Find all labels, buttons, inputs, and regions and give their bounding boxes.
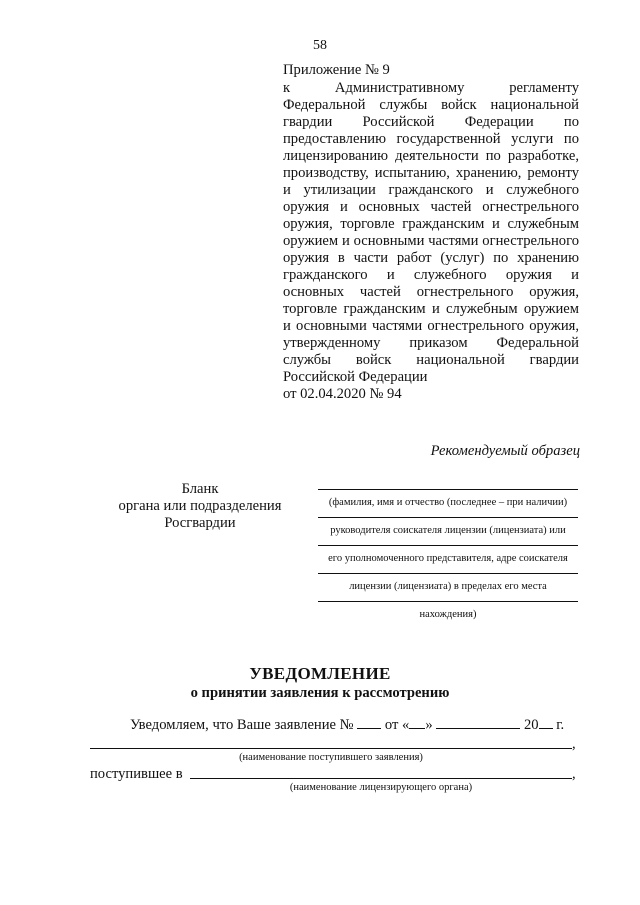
- notice-heading: [0, 664, 640, 702]
- notice-subtitle: о принятии заявления к рассмотрению: [190, 685, 450, 701]
- year-prefix: 20: [523, 717, 539, 733]
- year-field[interactable]: [539, 716, 553, 729]
- letterhead-line: органа или подразделения: [118, 498, 282, 514]
- notice-title: УВЕДОМЛЕНИЕ: [249, 664, 391, 683]
- recipient-input-line[interactable]: [318, 489, 578, 490]
- application-name-caption: (наименование поступившего заявления): [239, 752, 423, 763]
- recipient-fields: [318, 489, 578, 629]
- page-number: 58: [313, 38, 327, 53]
- comma: ,: [572, 766, 576, 782]
- recommended-sample-label: Рекомендуемый образец: [430, 443, 580, 459]
- licensing-body-caption: (наименование лицензирующего органа): [289, 782, 473, 793]
- recipient-input-line[interactable]: [318, 545, 578, 546]
- year-suffix: г.: [556, 717, 565, 733]
- recipient-input-line[interactable]: [318, 517, 578, 518]
- application-name-line[interactable]: [90, 748, 572, 749]
- notice-text: Уведомляем, что Ваше заявление №: [130, 717, 354, 733]
- recipient-input-line[interactable]: [318, 573, 578, 574]
- received-label: поступившее в: [90, 766, 183, 782]
- appendix-date: от 02.04.2020 № 94: [283, 386, 402, 402]
- licensing-body-line[interactable]: [190, 778, 572, 779]
- comma: ,: [572, 736, 576, 752]
- letterhead-line: Бланк: [181, 481, 219, 497]
- recipient-field-caption: нахождения): [419, 609, 477, 620]
- letterhead-line: Росгвардии: [164, 515, 236, 531]
- appendix-text: к Административному регламенту Федеральной службы войск национальной гвардии Российской Федерации по предоставлению государственной услуги по лицензированию деятельности по разработке, производству, испытанию, хранению, ремонту и утилизации гражданского и служебного оружия и основных частей огнестрельного оружия, торговле гражданским и служебным оружием и основными частями огнестрельного оружия в части работ (услуг) по хранению гражданского и служебного оружия и основных частей огнестрельного оружия, торговле гражданским и служебным оружием и основными частями огнестрельного оружия, утвержденному приказом Федеральной службы войск национальной гвардии Российской Федерации: [283, 80, 579, 385]
- recipient-field-caption: его уполномоченного представителя, адре соискателя: [328, 553, 568, 564]
- day-field[interactable]: [409, 716, 425, 729]
- notice-sentence: [130, 716, 564, 734]
- month-field[interactable]: [436, 716, 520, 729]
- date-close-quote: »: [425, 717, 433, 733]
- date-prefix: от «: [384, 717, 410, 733]
- recipient-field-caption: руководителя соискателя лицензии (лицензиата) или: [330, 525, 566, 536]
- appendix-block: [283, 62, 579, 403]
- recipient-field-caption: (фамилия, имя и отчество (последнее – при наличии): [328, 497, 568, 508]
- recipient-input-line[interactable]: [318, 601, 578, 602]
- application-number-field[interactable]: [357, 716, 381, 729]
- recipient-field-caption: лицензии (лицензиата) в пределах его места: [349, 581, 547, 592]
- appendix-title: Приложение № 9: [283, 62, 390, 78]
- letterhead-block: [100, 481, 300, 532]
